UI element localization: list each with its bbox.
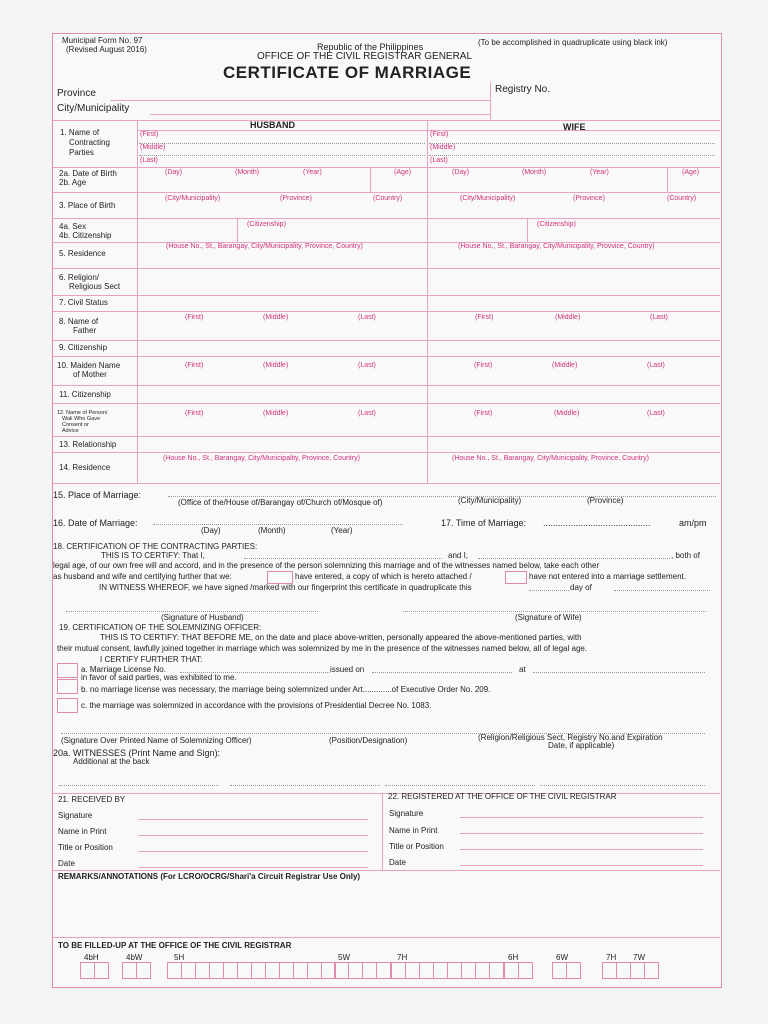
h-mother-first: (First) <box>185 362 204 369</box>
w-consent-first: (First) <box>474 410 493 417</box>
cert19-title: 19. CERTIFICATION OF THE SOLEMNIZING OFFICER: <box>59 623 262 632</box>
code-cell[interactable] <box>209 962 224 979</box>
option-c-label: c. the marriage was solemnized in accordance with the provisions of Presidential Decree No. 1083. <box>81 701 432 710</box>
h-father-first: (First) <box>185 314 204 321</box>
code-cell[interactable] <box>391 962 406 979</box>
sig-husband-label: (Signature of Husband) <box>161 613 244 622</box>
date-year-label: (Year) <box>331 526 353 535</box>
table-mid-divider <box>427 120 428 483</box>
w-consent-middle: (Middle) <box>554 410 580 417</box>
cert18-line3a: as husband and wife and certifying further that we: <box>53 572 232 581</box>
w-month-label: (Month) <box>522 169 547 176</box>
code-cell[interactable] <box>461 962 476 979</box>
code-cell[interactable] <box>279 962 294 979</box>
w-middle-label: (Middle) <box>430 144 456 151</box>
code-cell[interactable] <box>362 962 377 979</box>
option-a-label: a. Marriage License No. <box>81 665 166 674</box>
registry-divider <box>490 82 491 120</box>
code-cell[interactable] <box>122 962 137 979</box>
h-last-label: (Last) <box>140 157 158 164</box>
middle-line-h <box>139 155 425 156</box>
witness-line-2[interactable] <box>230 785 380 786</box>
row-line-3 <box>53 218 720 219</box>
h-consent-middle: (Middle) <box>263 410 289 417</box>
option-a-checkbox[interactable] <box>57 663 78 678</box>
code-cell[interactable] <box>475 962 490 979</box>
received-top-line <box>53 793 720 794</box>
registered-title-line[interactable] <box>460 849 703 850</box>
w-pob-prov-label: (Province) <box>573 195 605 202</box>
instructions-label: (To be accomplished in quadruplicate using black ink) <box>478 38 668 47</box>
col-header-line <box>137 130 720 131</box>
code-cell[interactable] <box>181 962 196 979</box>
date-day-label: (Day) <box>201 526 221 535</box>
row-12a-label: 12. Name of Person/ <box>57 410 108 416</box>
code-cell[interactable] <box>237 962 252 979</box>
cert18-line4b: day of <box>570 583 592 592</box>
row-12d-label: Advice <box>62 428 79 434</box>
code-cell[interactable] <box>552 962 567 979</box>
row-line-10 <box>53 385 720 386</box>
received-date-line[interactable] <box>138 867 368 868</box>
sig-wife-label: (Signature of Wife) <box>515 613 582 622</box>
witness-sub: Additional at the back <box>73 757 150 766</box>
table-left-divider <box>137 120 138 483</box>
cert18-line4: IN WITNESS WHEREOF, we have signed /marked with our fingerprint this certificate in quadruplicate this <box>99 583 472 592</box>
code-cell[interactable] <box>251 962 266 979</box>
row-13-label: 13. Relationship <box>59 440 117 449</box>
w-mother-last: (Last) <box>647 362 665 369</box>
middle-line-w <box>429 155 715 156</box>
received-title: 21. RECEIVED BY <box>58 795 126 804</box>
republic-label: Republic of the Philippines <box>317 42 424 52</box>
received-divider <box>382 793 383 870</box>
code-7h-a: 7H <box>397 953 408 962</box>
received-name-line[interactable] <box>138 835 368 836</box>
row-line-13 <box>53 452 720 453</box>
h-age-label: (Age) <box>394 169 412 176</box>
code-6h: 6H <box>508 953 519 962</box>
issued-on-line[interactable] <box>372 672 512 673</box>
option-b-label: b. no marriage license was necessary, the marriage being solemnized under Art.............of Executive Order No. 209. <box>81 685 491 694</box>
row-line-2 <box>53 192 720 193</box>
cert18-line2: legal age, of our own free will and accord, and in the presence of the person solemnizing this marriage and of the witnesses named below, take each other <box>53 561 600 570</box>
age-divider-w <box>667 167 668 192</box>
code-cell[interactable] <box>419 962 434 979</box>
h-pob-prov-label: (Province) <box>280 195 312 202</box>
received-name-label: Name in Print <box>58 827 107 836</box>
issued-at-line[interactable] <box>533 672 705 673</box>
row-1-label-b: Contracting <box>69 138 110 147</box>
code-cell[interactable] <box>405 962 420 979</box>
form-number: Municipal Form No. 97 <box>62 36 143 45</box>
age-divider-h <box>370 167 371 192</box>
w-year-label: (Year) <box>590 169 609 176</box>
month-line[interactable] <box>614 590 710 591</box>
code-4bw: 4bW <box>126 953 143 962</box>
row-line-11 <box>53 403 720 404</box>
code-cell[interactable] <box>265 962 280 979</box>
cert18-title: 18. CERTIFICATION OF THE CONTRACTING PARTIES: <box>53 542 258 551</box>
husband-name-line[interactable] <box>244 558 442 559</box>
registered-name-label: Name in Print <box>389 826 438 835</box>
remarks-top-line <box>53 870 720 871</box>
code-cell[interactable] <box>136 962 151 979</box>
page-title: CERTIFICATE OF MARRIAGE <box>223 63 472 82</box>
row-line-7 <box>53 311 720 312</box>
row-2a-label: 2a. Date of Birth <box>59 169 117 178</box>
row-6a-label: 6. Religion/ <box>59 273 100 282</box>
w-day-label: (Day) <box>452 169 470 176</box>
code-cell[interactable] <box>489 962 504 979</box>
w-residence-label: (House No., St., Barangay, City/Municipality, Provvice, Country) <box>458 243 655 250</box>
code-cell[interactable] <box>195 962 210 979</box>
code-cell[interactable] <box>433 962 448 979</box>
w-father-first: (First) <box>475 314 494 321</box>
row-line-14 <box>53 483 720 484</box>
row-7-label: 7. Civil Status <box>59 298 108 307</box>
w-father-middle: (Middle) <box>555 314 581 321</box>
received-title-label: Title or Position <box>58 843 113 852</box>
w-first-label: (First) <box>430 131 449 138</box>
cert18-line1: THIS IS TO CERTIFY: That I, <box>101 551 205 560</box>
time-ampm: am/pm <box>679 518 707 528</box>
h-year-label: (Year) <box>303 169 322 176</box>
h-mother-last: (Last) <box>358 362 376 369</box>
row-line-1 <box>53 167 720 168</box>
wife-header: WIFE <box>563 122 586 132</box>
cert18-line3c: have not entered into a marriage settlement. <box>529 572 686 581</box>
row-1-label-a: 1. Name of <box>60 128 100 137</box>
cert19-line2: their mutual consent, lawfully joined together in marriage which was solemnized by me in the presence of the witnesses named below, all of legal age. <box>57 644 588 653</box>
w-mother-first: (First) <box>474 362 493 369</box>
h-middle-label: (Middle) <box>140 144 166 151</box>
h-pob-city-label: (City/Municipality) <box>165 195 221 202</box>
option-b-checkbox[interactable] <box>57 679 78 694</box>
received-signature-line[interactable] <box>138 819 368 820</box>
sex-divider-h <box>237 218 238 242</box>
h-first-label: (First) <box>140 131 159 138</box>
row-line-9 <box>53 356 720 357</box>
row-3-label: 3. Place of Birth <box>59 201 116 210</box>
code-cell[interactable] <box>566 962 581 979</box>
witness-label: 20a. WITNESSES (Print Name and Sign): <box>53 748 221 758</box>
h-pob-country-label: (Country) <box>373 195 403 202</box>
h-month-label: (Month) <box>235 169 260 176</box>
received-date-label: Date <box>58 859 75 868</box>
code-cell[interactable] <box>602 962 617 979</box>
code-cell[interactable] <box>447 962 462 979</box>
row-2b-label: 2b. Age <box>59 178 87 187</box>
code-cell[interactable] <box>334 962 349 979</box>
code-cell[interactable] <box>504 962 519 979</box>
w-pob-city-label: (City/Municipality) <box>460 195 516 202</box>
row-1-label-c: Parties <box>69 148 94 157</box>
place-province-label: (Province) <box>587 496 624 505</box>
date-of-marriage-label: 16. Date of Marriage: <box>53 518 138 528</box>
registered-signature-label: Signature <box>389 809 424 818</box>
row-10b-label: of Mother <box>73 370 107 379</box>
option-a-at: at <box>519 665 526 674</box>
footer-title: TO BE FILLED-UP AT THE OFFICE OF THE CIVIL REGISTRAR <box>58 941 292 950</box>
h-consent-first: (First) <box>185 410 204 417</box>
first-line-w <box>429 143 715 144</box>
cert19-line3: I CERTIFY FURTHER THAT: <box>100 655 203 664</box>
wife-name-line[interactable] <box>478 558 670 559</box>
code-cell[interactable] <box>167 962 182 979</box>
place-of-marriage-label: 15. Place of Marriage: <box>53 490 142 500</box>
h-consent-residence: (House No., St., Barangay, City/Municipality, Province, Country) <box>163 455 360 462</box>
code-cell[interactable] <box>80 962 95 979</box>
first-line-h <box>139 143 425 144</box>
time-of-marriage-label: 17. Time of Marriage: <box>441 518 527 528</box>
province-line <box>110 100 490 101</box>
h-day-label: (Day) <box>165 169 183 176</box>
option-a-issued: issued on <box>330 665 365 674</box>
w-mother-middle: (Middle) <box>552 362 578 369</box>
sex-divider-w <box>527 218 528 242</box>
row-12c-label: Consent or <box>62 422 89 428</box>
officer-sig-label: (Signature Over Printed Name of Solemnizing Officer) <box>61 736 252 745</box>
code-cell[interactable] <box>616 962 631 979</box>
cert18-line1b: and I, <box>448 551 469 560</box>
row-line-8 <box>53 340 720 341</box>
place-of-marriage-line[interactable] <box>168 496 716 497</box>
row-8a-label: 8. Name of <box>59 317 99 326</box>
time-dots[interactable]: ........................................... <box>543 518 651 528</box>
row-4a-label: 4a. Sex <box>59 222 87 231</box>
form-revised: (Revised August 2016) <box>66 45 147 54</box>
office-label: OFFICE OF THE CIVIL REGISTRAR GENERAL <box>257 51 473 62</box>
option-c-checkbox[interactable] <box>57 698 78 713</box>
h-mother-middle: (Middle) <box>263 362 289 369</box>
code-cell[interactable] <box>644 962 659 979</box>
row-10a-label: 10. Maiden Name <box>57 361 121 370</box>
code-7w: 7W <box>633 953 645 962</box>
cert18-line1c: , both of <box>671 551 700 560</box>
row-14-label: 14. Residence <box>59 463 111 472</box>
form-frame <box>52 33 722 988</box>
registered-title-label: Title or Position <box>389 842 444 851</box>
row-11-label: 11. Citizenship <box>59 390 111 399</box>
h-consent-last: (Last) <box>358 410 376 417</box>
code-cell[interactable] <box>307 962 322 979</box>
h-citizenship-label: (Citizenship) <box>247 221 286 228</box>
husband-signature-line[interactable] <box>66 611 318 612</box>
wife-signature-line[interactable] <box>403 611 706 612</box>
officer-rel-label-2: Date, if applicable) <box>548 741 615 750</box>
cert18-line3b: have entered, a copy of which is hereto attached / <box>295 572 472 581</box>
officer-pos-label: (Position/Designation) <box>329 736 408 745</box>
cert19-line1: THIS IS TO CERTIFY: THAT BEFORE ME, on the date and place above-written, personally appeared the above-mentioned parties, with <box>100 633 582 642</box>
w-pob-country-label: (Country) <box>667 195 697 202</box>
code-cell[interactable] <box>376 962 391 979</box>
row-8b-label: Father <box>73 326 97 335</box>
day-line[interactable] <box>529 590 569 591</box>
w-father-last: (Last) <box>650 314 668 321</box>
place-office-label: (Office of the/House of/Barangay of/Church of/Mosque of) <box>178 498 383 507</box>
option-a-line2: in favor of said parties, was exhibited to me. <box>81 673 237 682</box>
footer-top-line <box>53 937 720 938</box>
city-line <box>150 114 490 115</box>
row-5-label: 5. Residence <box>59 249 106 258</box>
code-cell[interactable] <box>293 962 308 979</box>
w-consent-last: (Last) <box>647 410 665 417</box>
remarks-label: REMARKS/ANNOTATIONS (For LCRO/OCRG/Shari'a Circuit Registrar Use Only) <box>58 872 361 881</box>
registered-date-line[interactable] <box>460 865 703 866</box>
code-cell[interactable] <box>94 962 109 979</box>
h-father-last: (Last) <box>358 314 376 321</box>
registered-title: 22. REGISTERED AT THE OFFICE OF THE CIVIL REGISTRAR <box>388 792 617 801</box>
w-age-label: (Age) <box>682 169 700 176</box>
code-5w: 5W <box>338 953 350 962</box>
w-citizenship-label: (Citizenship) <box>537 221 576 228</box>
code-5h: 5H <box>174 953 185 962</box>
row-9-label: 9. Citizenship <box>59 343 108 352</box>
husband-header: HUSBAND <box>250 120 295 130</box>
row-12b-label: Wali Who Gave <box>62 416 101 422</box>
date-of-marriage-line[interactable] <box>153 524 403 525</box>
code-cell[interactable] <box>630 962 645 979</box>
witness-line-1[interactable] <box>59 785 219 786</box>
witness-line-3[interactable] <box>385 785 535 786</box>
code-cell[interactable] <box>348 962 363 979</box>
w-last-label: (Last) <box>430 157 448 164</box>
witness-line-4[interactable] <box>540 785 705 786</box>
h-father-middle: (Middle) <box>263 314 289 321</box>
code-6w: 6W <box>556 953 568 962</box>
date-month-label: (Month) <box>258 526 286 535</box>
place-city-label: (City/Municipality) <box>458 496 522 505</box>
row-6b-label: Religious Sect <box>69 282 121 291</box>
received-title-line[interactable] <box>138 851 368 852</box>
code-cell[interactable] <box>223 962 238 979</box>
row-line-5 <box>53 268 720 269</box>
officer-rel-label-1: (Religion/Religious Sect, Registry No.and Expiration <box>478 733 663 742</box>
not-entered-checkbox[interactable] <box>505 571 527 584</box>
code-cell[interactable] <box>518 962 533 979</box>
registered-name-line[interactable] <box>460 833 703 834</box>
header-bottom-line <box>53 120 720 121</box>
province-label: Province <box>57 88 96 99</box>
registry-no-label: Registry No. <box>495 84 551 95</box>
row-4b-label: 4b. Citizenship <box>59 231 112 240</box>
h-residence-label: (House No., St., Barangay, City/Municipality, Province, Country) <box>166 243 363 250</box>
w-consent-residence: (House No., St., Barangay, City/Municipality, Province, Country) <box>452 455 649 462</box>
registered-date-label: Date <box>389 858 406 867</box>
city-label: City/Municipality <box>57 103 130 114</box>
row-line-6 <box>53 295 720 296</box>
row-line-12 <box>53 436 720 437</box>
code-7h-b: 7H <box>606 953 617 962</box>
code-4bh: 4bH <box>84 953 99 962</box>
registered-signature-line[interactable] <box>460 817 703 818</box>
received-signature-label: Signature <box>58 811 93 820</box>
